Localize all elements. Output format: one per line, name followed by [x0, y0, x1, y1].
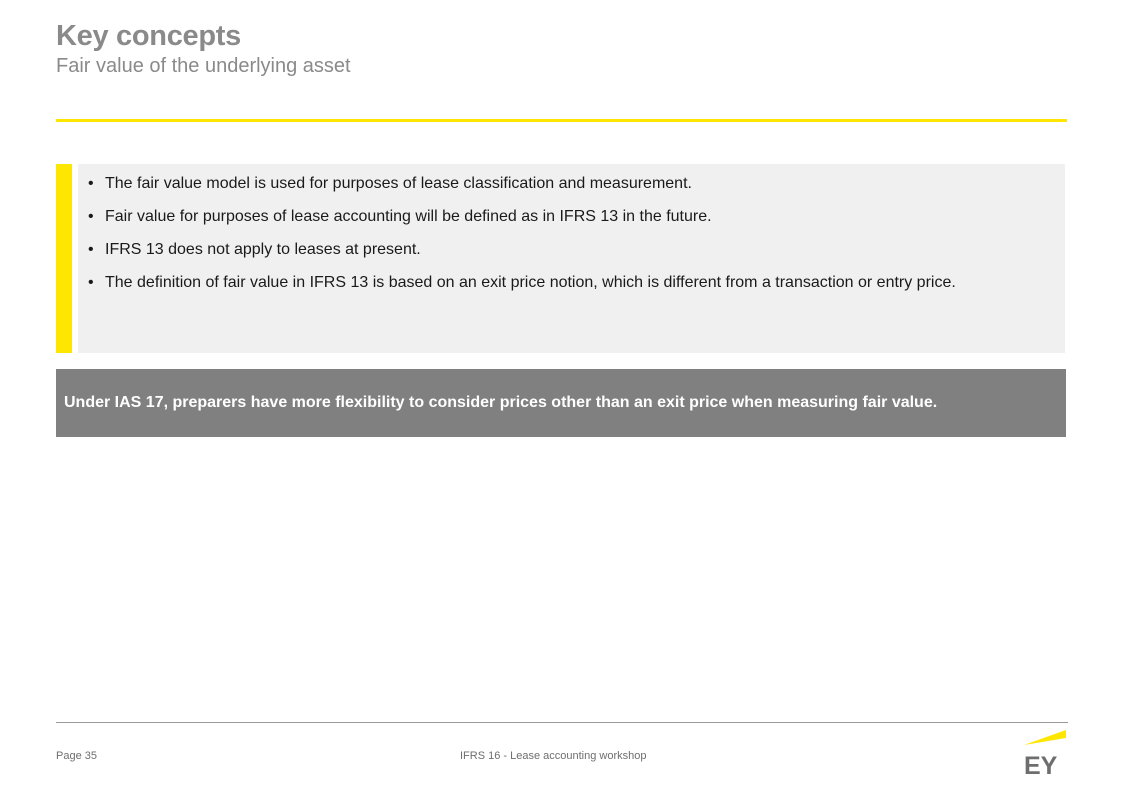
- note-text: Under IAS 17, preparers have more flexibility to consider prices other than an exit price when measuring fair value.: [64, 394, 938, 411]
- bullet-text: Fair value for purposes of lease accounting will be defined as in IFRS 13 in the future.: [105, 208, 712, 225]
- bullet-icon: •: [88, 175, 94, 192]
- bullet-item: [88, 273, 1065, 292]
- bullet-item: [88, 240, 1065, 259]
- bullet-text: The definition of fair value in IFRS 13 is based on an exit price notion, which is different from a transaction or entry price.: [105, 274, 956, 291]
- bullet-icon: •: [88, 241, 94, 258]
- bullet-text: The fair value model is used for purposes of lease classification and measurement.: [105, 175, 692, 192]
- title-divider: [56, 119, 1067, 122]
- footer-divider: [56, 722, 1068, 723]
- bullet-icon: •: [88, 208, 94, 225]
- bullet-text: IFRS 13 does not apply to leases at present.: [105, 241, 421, 258]
- slide-subtitle: Fair value of the underlying asset: [56, 55, 351, 77]
- bullet-item: [88, 207, 1065, 226]
- key-points-list: [78, 164, 1065, 292]
- slide-title: Key concepts: [56, 20, 241, 52]
- accent-bar: [56, 164, 72, 353]
- logo-beam-icon: [1024, 730, 1066, 745]
- footer-title: IFRS 16 - Lease accounting workshop: [460, 750, 647, 762]
- bullet-item: [88, 174, 1065, 193]
- ey-logo-icon: [1022, 730, 1068, 776]
- logo-text: EY: [1024, 752, 1058, 776]
- note-callout: [56, 369, 1066, 437]
- bullet-icon: •: [88, 274, 94, 291]
- page-number: Page 35: [56, 750, 97, 762]
- key-points-panel: [78, 164, 1065, 353]
